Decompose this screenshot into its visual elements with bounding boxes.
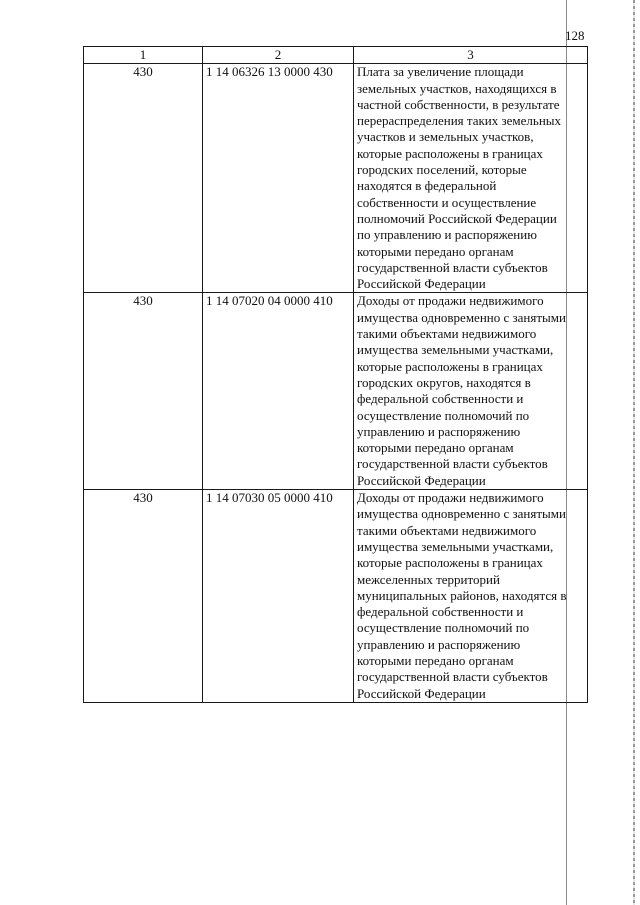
description-line: осуществление полномочий по (357, 620, 530, 636)
description-line: такими объектами недвижимого (357, 522, 537, 538)
table-header-row (84, 47, 588, 64)
description-line: Российской Федерации (357, 276, 486, 292)
description-line: федеральной собственности и (357, 391, 524, 407)
description-line: Доходы от продажи недвижимого (357, 490, 544, 506)
column-header-3: 3 (354, 47, 588, 64)
description-line: по управлению и распоряжению (357, 227, 537, 243)
description-line: управлению и распоряжению (357, 636, 521, 652)
description-line: которыми передано органам (357, 652, 514, 668)
table-row (84, 64, 588, 293)
column-header-2: 2 (203, 47, 354, 64)
description-line: имущества одновременно с занятыми (357, 309, 566, 325)
description-line: частной собственности, в результате (357, 96, 560, 112)
description-line: государственной власти субъектов (357, 456, 548, 472)
revenue-codes-table (83, 46, 588, 703)
table-body (84, 64, 588, 703)
description-line: имущества одновременно с занятыми (357, 506, 566, 522)
description-line: которые расположены в границах (357, 358, 543, 374)
description-line: находятся в федеральной (357, 178, 497, 194)
description-line: полномочий Российской Федерации (357, 210, 557, 226)
page-number: 128 (565, 28, 585, 43)
description-line: федеральной собственности и (357, 604, 524, 620)
description-cell (354, 64, 588, 293)
description-line: имущества земельными участками, (357, 538, 554, 554)
description-line: государственной власти субъектов (357, 669, 548, 685)
description-line: перераспределения таких земельных (357, 113, 562, 129)
description-line: муниципальных районов, находятся в (357, 587, 567, 603)
description-line: городских округов, находятся в (357, 374, 531, 390)
page-edge (633, 0, 635, 905)
description-line: государственной власти субъектов (357, 259, 548, 275)
description-line: такими объектами недвижимого (357, 326, 537, 342)
budget-code-cell: 1 14 07030 05 0000 410 (203, 490, 354, 703)
description-line: которыми передано органам (357, 243, 514, 259)
description-line: которыми передано органам (357, 440, 514, 456)
description-line: собственности и осуществление (357, 194, 537, 210)
description-line: межселенных территорий (357, 571, 500, 587)
description-line: участков и земельных участков, (357, 129, 534, 145)
admin-code-cell: 430 (84, 490, 203, 703)
admin-code-cell: 430 (84, 293, 203, 490)
description-line: городских поселений, которые (357, 162, 527, 178)
description-line: которые расположены в границах (357, 145, 543, 161)
description-line: осуществление полномочий по (357, 407, 530, 423)
table-row (84, 490, 588, 703)
description-line: Плата за увеличение площади (357, 64, 524, 80)
budget-code-cell: 1 14 07020 04 0000 410 (203, 293, 354, 490)
description-line: которые расположены в границах (357, 555, 543, 571)
budget-code-cell: 1 14 06326 13 0000 430 (203, 64, 354, 293)
description-line: имущества земельными участками, (357, 342, 554, 358)
description-line: земельных участков, находящихся в (357, 80, 557, 96)
description-line: Доходы от продажи недвижимого (357, 293, 544, 309)
description-line: Российской Федерации (357, 685, 486, 701)
admin-code-cell: 430 (84, 64, 203, 293)
description-cell (354, 293, 588, 490)
description-line: Российской Федерации (357, 472, 486, 488)
description-line: управлению и распоряжению (357, 423, 521, 439)
column-header-1: 1 (84, 47, 203, 64)
table-row (84, 293, 588, 490)
description-cell (354, 490, 588, 703)
